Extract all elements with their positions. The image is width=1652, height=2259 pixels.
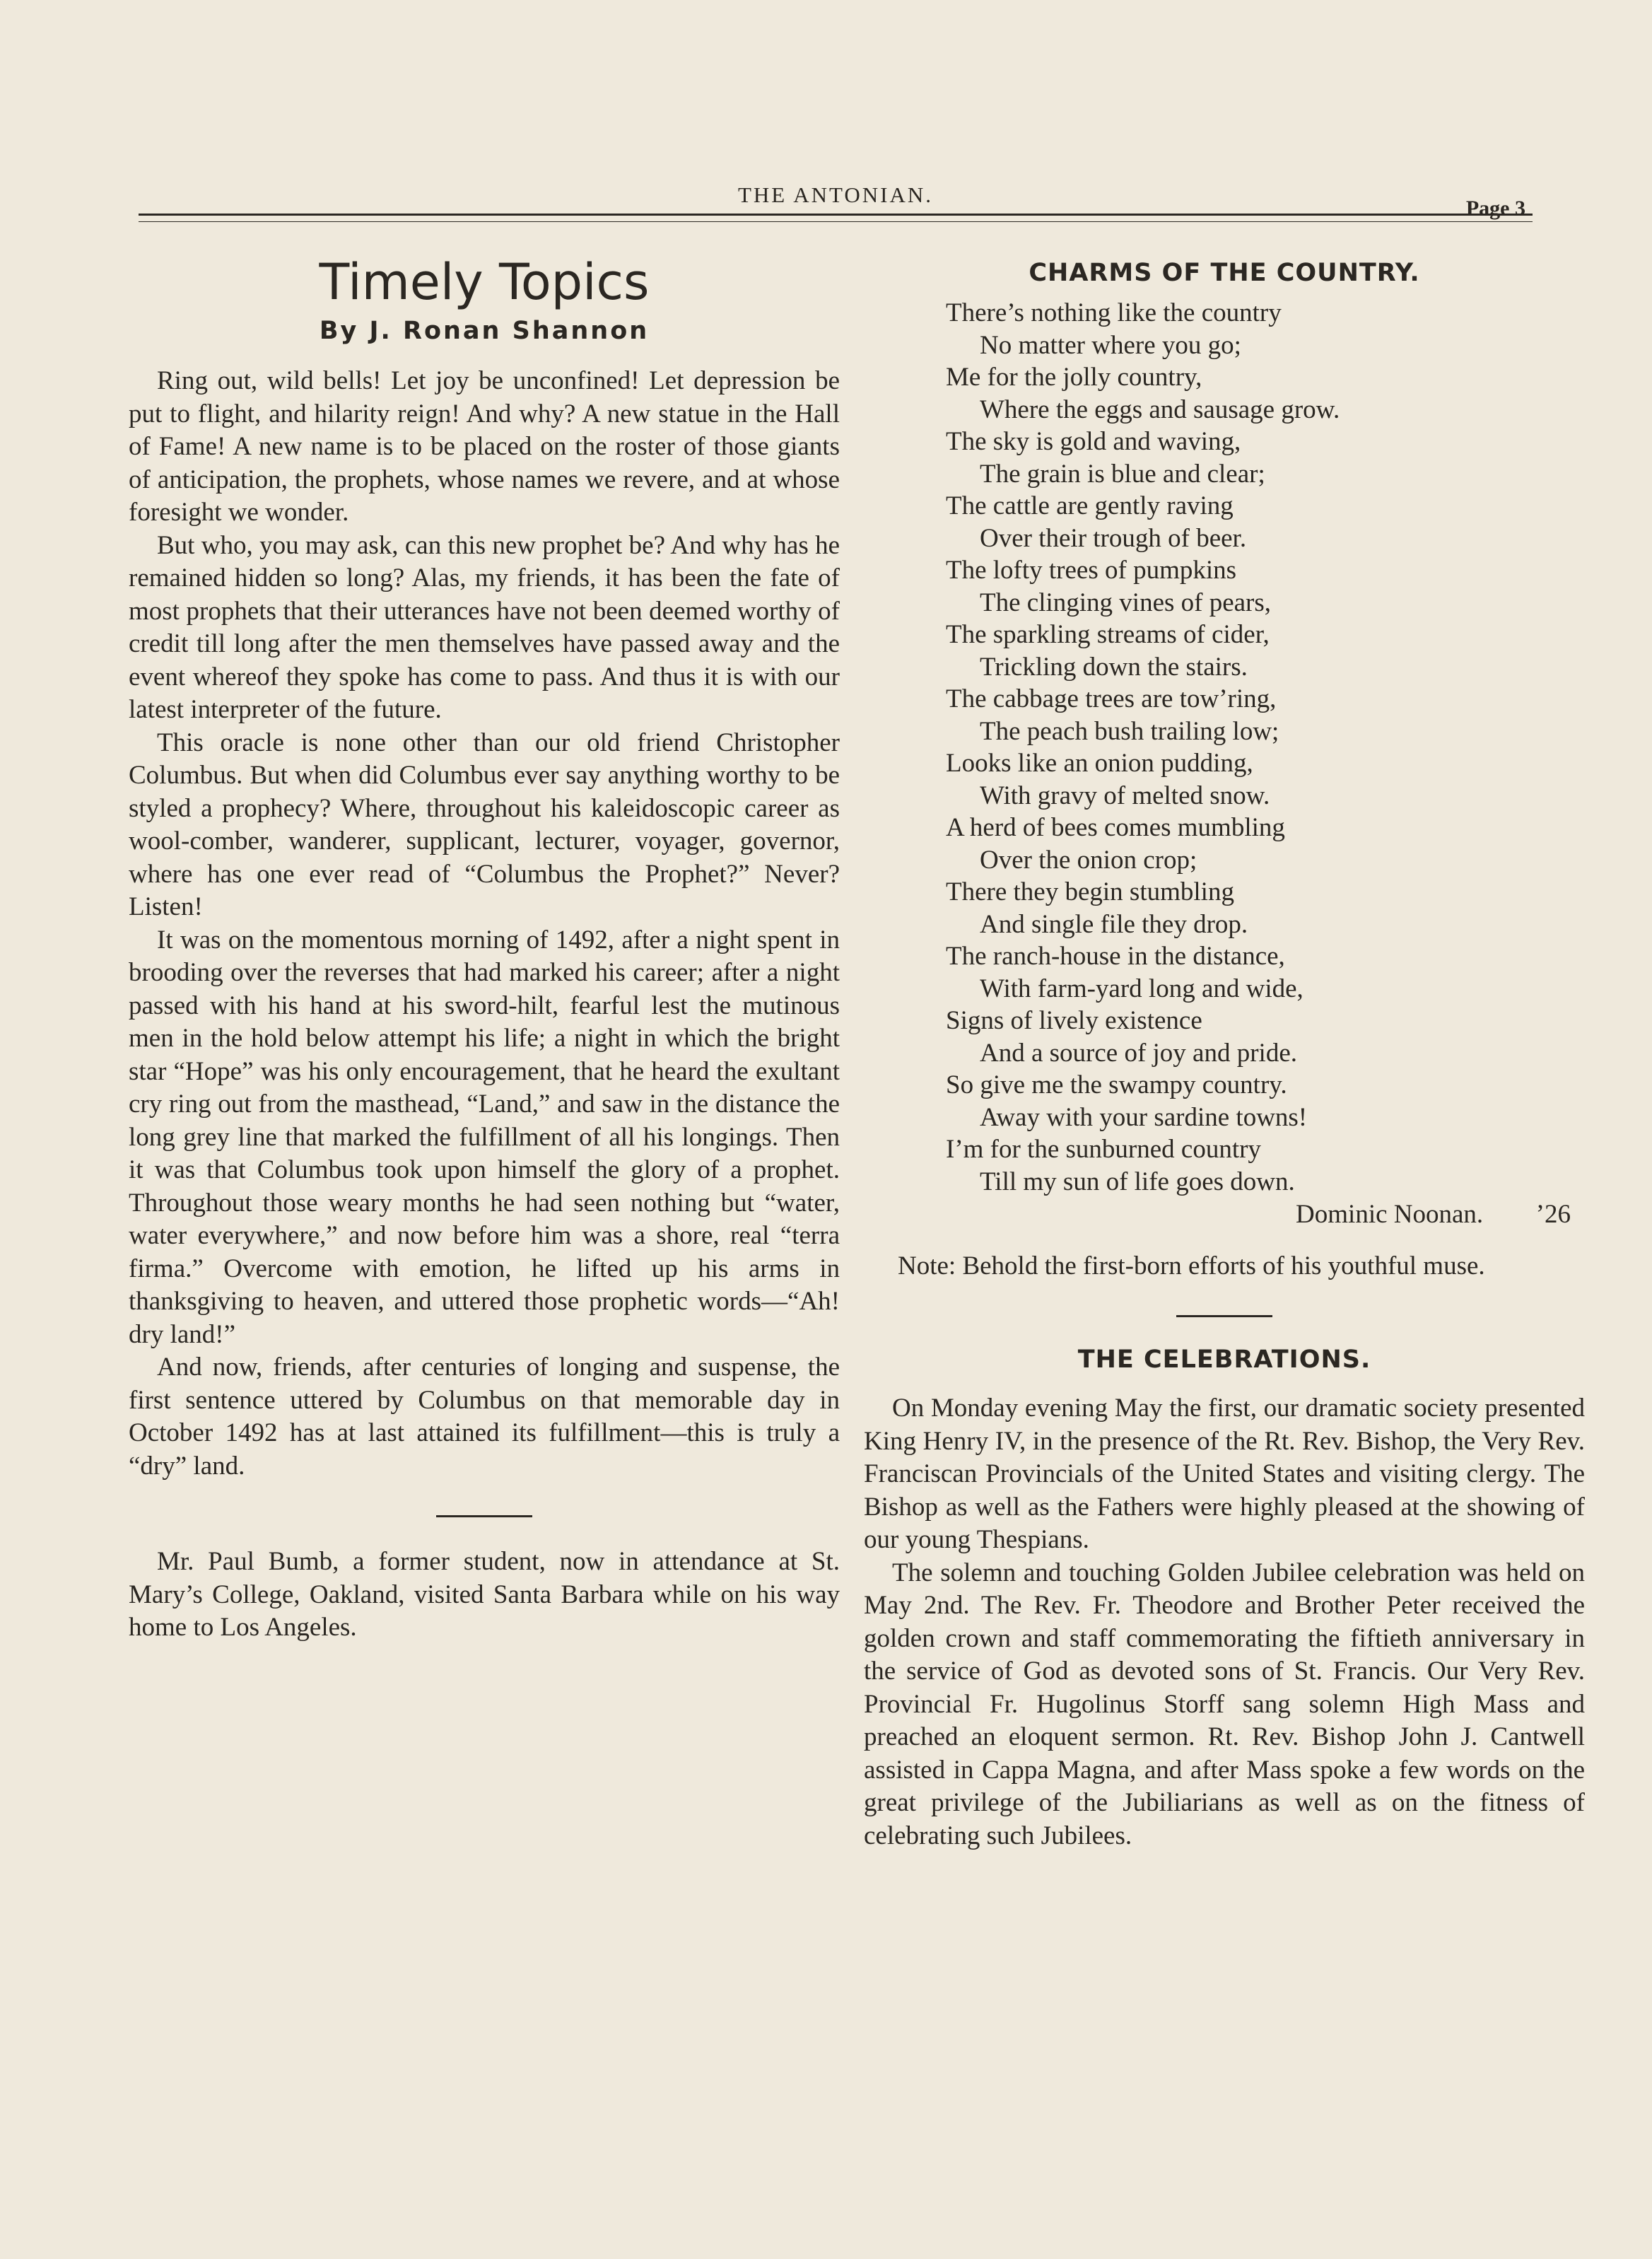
poem-line: So give me the swampy country. (946, 1070, 1287, 1099)
celebrations-title: THE CELEBRATIONS. (1077, 1346, 1371, 1374)
header-rule (139, 214, 1533, 222)
poem-line: The sparkling streams of cider, (946, 620, 1270, 649)
poem-line: Away with your sardine towns! (980, 1102, 1308, 1132)
poem-line: No matter where you go; (980, 330, 1241, 360)
article-title: Timely Topics (319, 253, 650, 311)
poem-line: And single file they drop. (980, 909, 1248, 939)
poem-line: Me for the jolly country, (946, 363, 1202, 392)
article-paragraph: But who, you may ask, can this new prophet be? And why has he remained hidden so long? Alas, my friends, it has been the fate of most prophets that their utterances have not been deemed worthy of credit till long after the men themselves have passed away and the event whereof they spoke has come to pass. And thus it is with our latest interpreter of the future. (129, 530, 840, 724)
poem-line: With farm-yard long and wide, (980, 974, 1304, 1003)
poem-line: The grain is blue and clear; (980, 459, 1265, 489)
poem-line: The peach bush trailing low; (980, 716, 1279, 746)
poem-line: The clinging vines of pears, (980, 588, 1272, 617)
right-column (864, 233, 1585, 1852)
poem-title: CHARMS OF THE COUNTRY. (1029, 259, 1420, 287)
poem-line: Till my sun of life goes down. (980, 1167, 1295, 1196)
poem-note: Note: Behold the first-born efforts of his youthful muse. (898, 1251, 1485, 1280)
poem-line: A herd of bees comes mumbling (946, 813, 1285, 842)
section-divider (1176, 1315, 1272, 1317)
celebrations-paragraph: On Monday evening May the first, our dramatic society presented King Henry IV, in the presence of the Rt. Rev. Bishop, the Very Rev. Franciscan Provincials of the United States and visiting clergy. The Bishop as well as the Fathers were highly pleased at the showing of our young Thespians. (864, 1394, 1585, 1554)
poem-author: Dominic Noonan. (1296, 1200, 1484, 1229)
article-byline: By J. Ronan Shannon (319, 317, 650, 345)
poem-line: The lofty trees of pumpkins (946, 556, 1237, 585)
poem-line: With gravy of melted snow. (980, 781, 1270, 810)
celebrations-paragraph: The solemn and touching Golden Jubilee celebration was held on May 2nd. The Rev. Fr. Theodore and Brother Peter received the golden crown and staff commemorating the fiftieth anniversary in the service of God as devoted sons of St. Francis. Our Very Rev. Provincial Fr. Hugolinus Storff sang solemn High Mass and preached an eloquent sermon. Rt. Rev. Bishop John J. Cantwell assisted in Cappa Magna, and after Mass spoke a few words on the great privilege of the Jubiliarians as well as on the fitness of celebrating such Jubilees. (864, 1558, 1585, 1850)
poem-line: And a source of joy and pride. (980, 1038, 1298, 1068)
poem-signature (864, 1198, 1585, 1232)
poem-line: Trickling down the stairs. (980, 652, 1248, 682)
article-paragraph: And now, friends, after centuries of longing and suspense, the first sentence uttered by Columbus on that memorable day in October 1492 has at last attained its fulfillment—this is truly a “dry” land. (129, 1353, 840, 1481)
poem-body (864, 297, 1585, 1198)
page-number: Page 3 (1465, 197, 1525, 220)
poem-line: I’m for the sunburned country (946, 1135, 1261, 1164)
article-paragraph: This oracle is none other than our old friend Christopher Columbus. But when did Columbus ever say anything worthy to be styled a prophecy? Where, throughout his kaleidoscopic career as wool-comber, wanderer, supplicant, lecturer, voyager, governor, where has one ever read of “Columbus the Prophet?” Never? Listen! (129, 728, 840, 921)
poem-class-year: ’26 (1535, 1200, 1571, 1229)
poem-line: There’s nothing like the country (946, 298, 1282, 327)
article-paragraph: It was on the momentous morning of 1492, after a night spent in brooding over the reverses that had marked his career; after a night passed with his hand at his sword-hilt, fearful lest the mutinous men in the hold below attempt his life; a night in which the bright star “Hope” was his only encouragement, that he heard the exultant cry ring out from the masthead, “Land,” and saw in the distance the long grey line that marked the fulfillment of all his longings. Then it was that Columbus took upon himself the glory of a prophet. Throughout those weary months he had seen nothing but “water, water everywhere,” and now before him was a shore, real “terra firma.” Overcome with emotion, he lifted up his arms in thanksgiving to heaven, and uttered those prophetic words—“Ah! dry land!” (129, 925, 840, 1349)
section-divider (436, 1515, 532, 1517)
left-column (129, 233, 840, 1645)
poem-line: The cabbage trees are tow’ring, (946, 684, 1277, 713)
news-item: Mr. Paul Bumb, a former student, now in attendance at St. Mary’s College, Oakland, visited Santa Barbara while on his way home to Los Angeles. (129, 1547, 840, 1642)
poem-line: Over the onion crop; (980, 845, 1197, 875)
poem-line: Over their trough of beer. (980, 523, 1247, 553)
poem-line: The cattle are gently raving (946, 491, 1234, 520)
poem-line: The ranch-house in the distance, (946, 942, 1285, 971)
poem-line: The sky is gold and waving, (946, 427, 1241, 456)
article-paragraph: Ring out, wild bells! Let joy be unconfined! Let depression be put to flight, and hilarity reign! And why? A new statue in the Hall of Fame! A new name is to be placed on the roster of those giants of anticipation, the prophets, whose names we revere, and at whose foresight we wonder. (129, 366, 840, 527)
poem-line: There they begin stumbling (946, 877, 1234, 906)
poem-line: Where the eggs and sausage grow. (980, 395, 1340, 424)
poem-line: Signs of lively existence (946, 1006, 1202, 1035)
poem-line: Looks like an onion pudding, (946, 749, 1253, 778)
publication-title: THE ANTONIAN. (737, 182, 934, 207)
